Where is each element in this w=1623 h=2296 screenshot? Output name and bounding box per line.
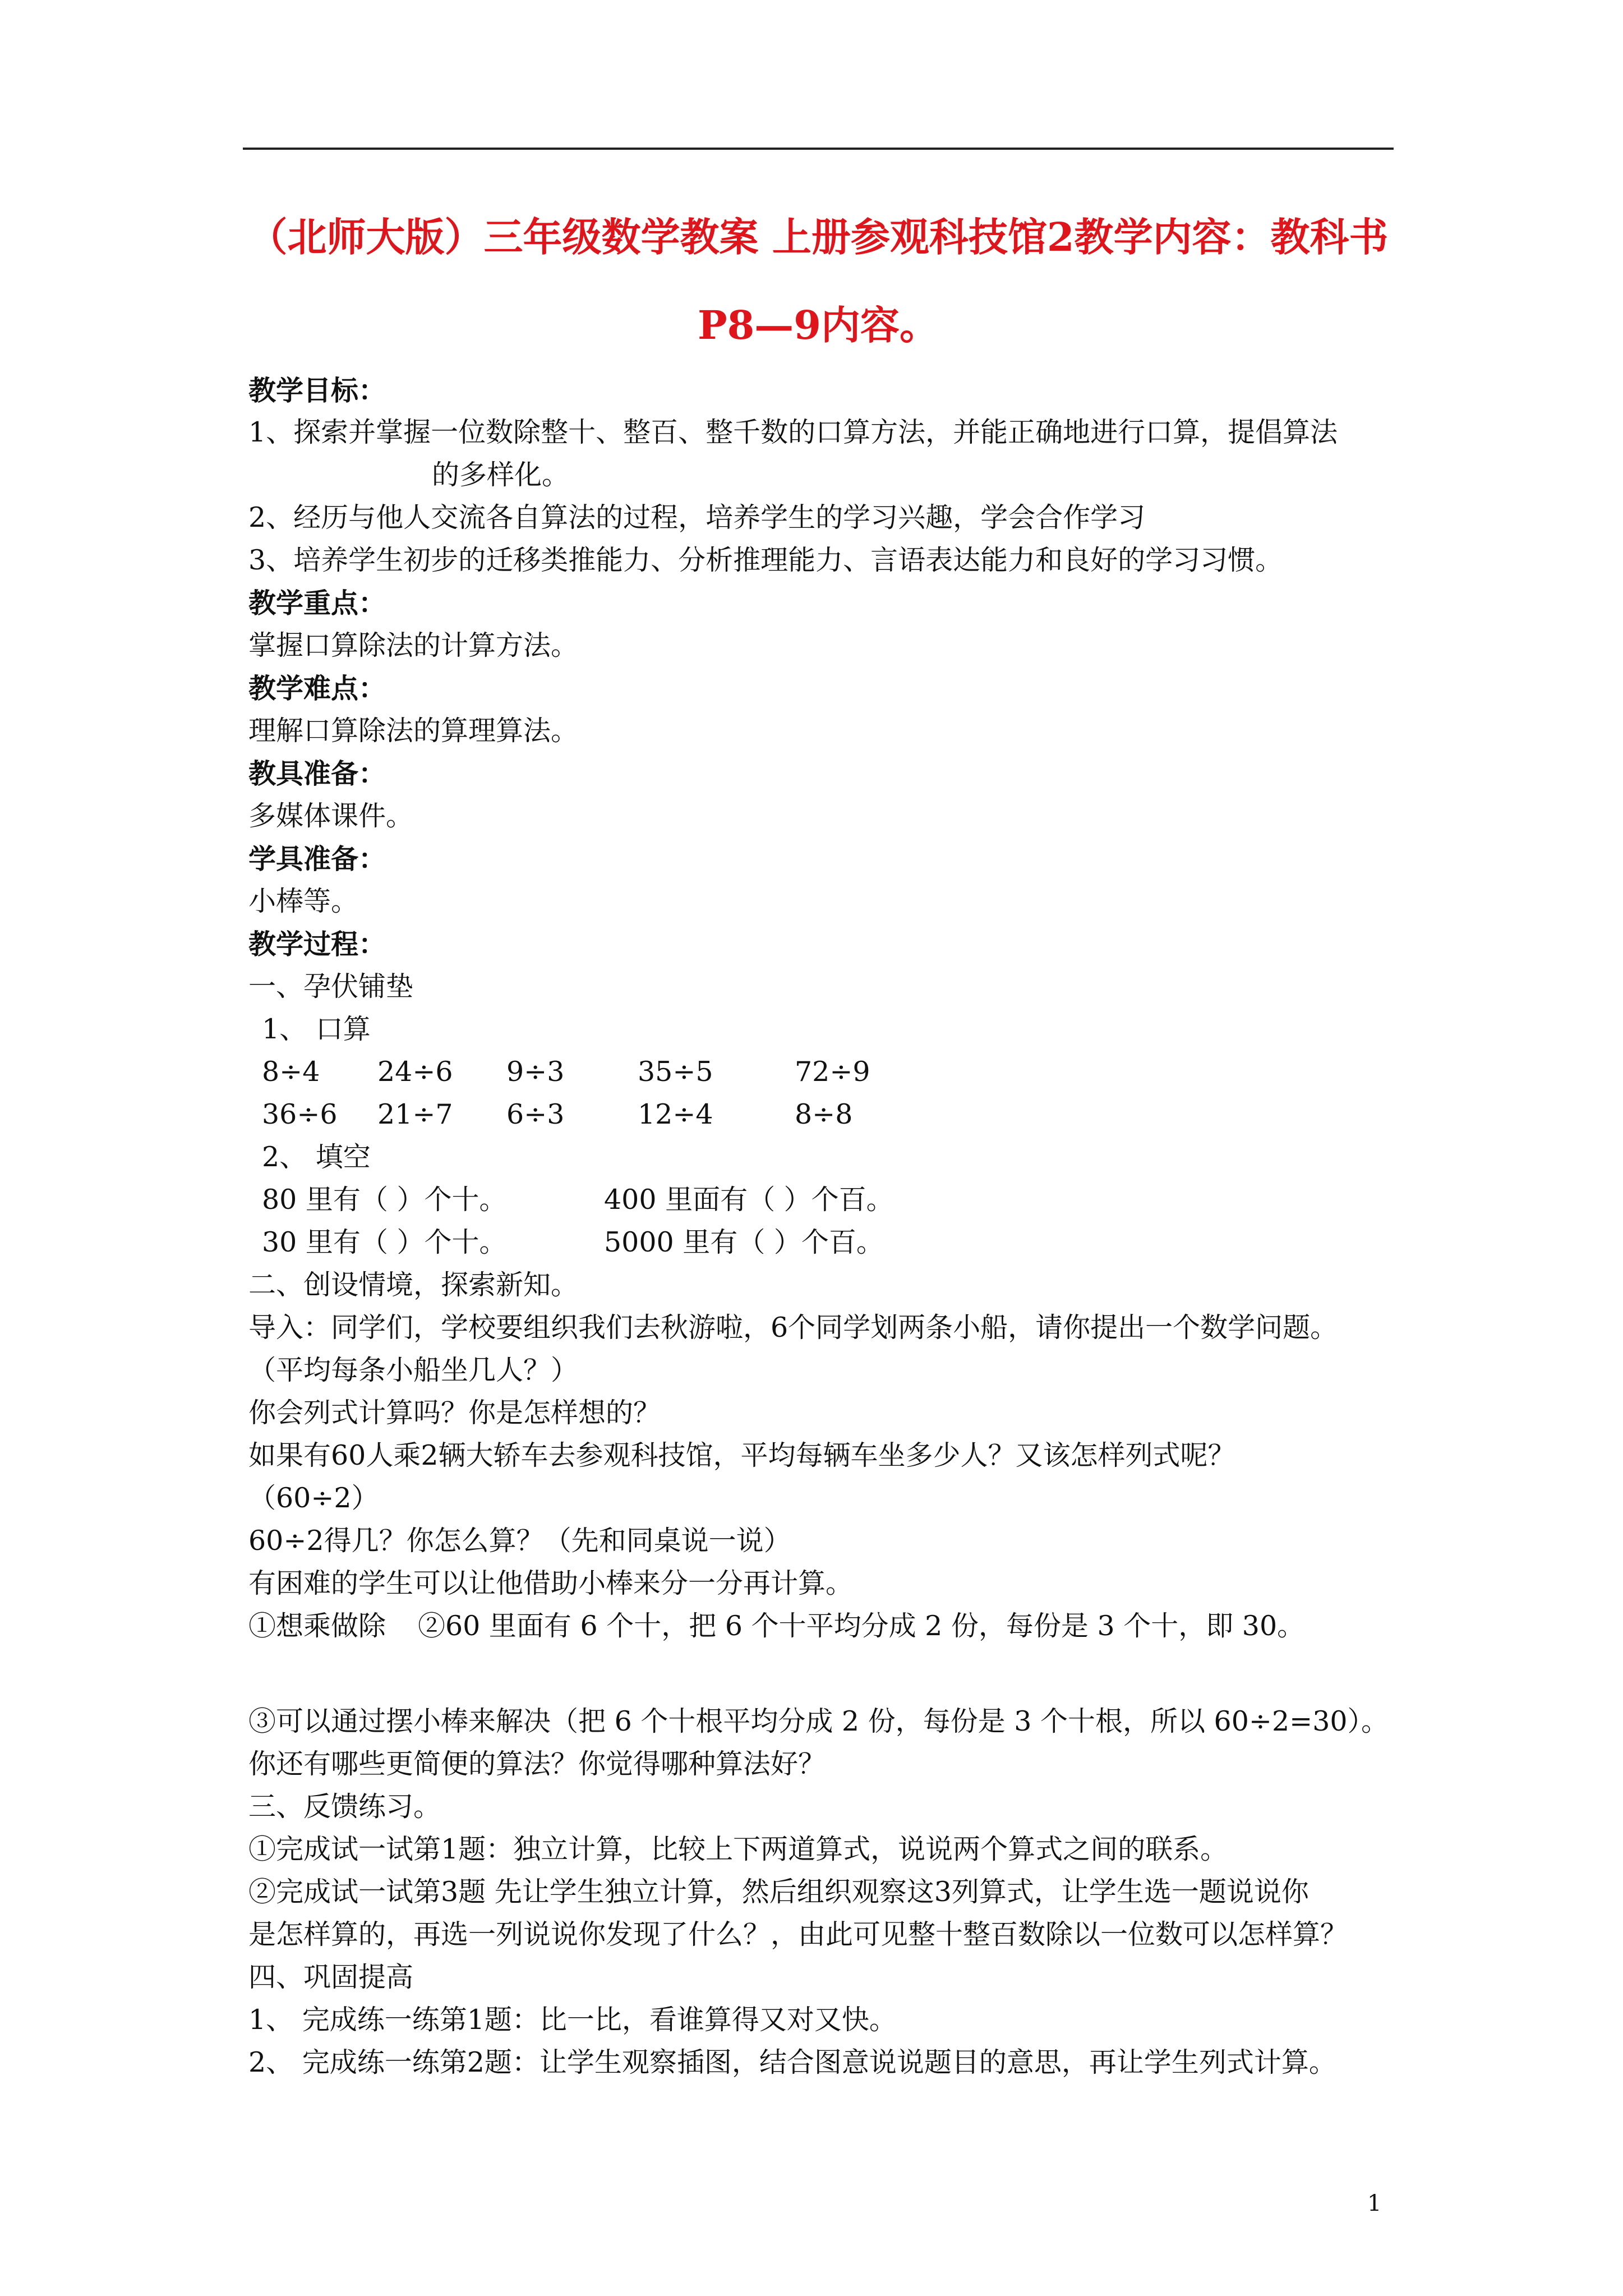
part2-line: 你会列式计算吗？你是怎样想的？ xyxy=(248,1397,661,1429)
teaching-aids-text: 多媒体课件。 xyxy=(248,800,414,832)
oral-calc-item: 36÷6 xyxy=(262,1098,338,1130)
part3-title: 三、反馈练习。 xyxy=(248,1791,441,1823)
fill-blank-row-2 xyxy=(262,1224,1159,1261)
oral-calc-item: 35÷5 xyxy=(638,1056,713,1088)
oral-calc-item: 8÷4 xyxy=(262,1056,320,1088)
header-rule xyxy=(243,148,1394,150)
oral-calc-item: 72÷9 xyxy=(795,1056,870,1088)
teaching-aids-heading: 教具准备： xyxy=(248,757,386,790)
process-heading: 教学过程： xyxy=(248,928,386,960)
part2-line: 60÷2得几？你怎么算？（先和同桌说一说） xyxy=(248,1525,791,1557)
methods-row xyxy=(248,1608,1370,1645)
part3-line: 是怎样算的，再选一列说说你发现了什么？，由此可见整十整百数除以一位数可以怎样算？ xyxy=(248,1918,1348,1950)
method-3: ③可以通过摆小棒来解决（把 6 个十根平均分成 2 份，每份是 3 个十根，所以 60÷2=30）。 xyxy=(248,1705,1389,1737)
oral-calc-item: 8÷8 xyxy=(795,1098,853,1130)
key-point-heading: 教学重点： xyxy=(248,587,386,619)
difficulty-text: 理解口算除法的算理算法。 xyxy=(248,715,579,747)
part2-title: 二、创设情境，探索新知。 xyxy=(248,1269,579,1301)
part2-line: 有困难的学生可以让他借助小棒来分一分再计算。 xyxy=(248,1567,854,1599)
part4-line: 2、 完成练一练第2题：让学生观察插图，结合图意说说题目的意思，再让学生列式计算。 xyxy=(248,2046,1336,2078)
oral-calc-row-1 xyxy=(262,1053,1159,1091)
objective-item-1: 1、探索并掌握一位数除整十、整百、整千数的口算方法，并能正确地进行口算，提倡算法 xyxy=(248,416,1338,448)
method-1: ①想乘做除 xyxy=(248,1610,386,1642)
part3-line: ①完成试一试第1题：独立计算，比较上下两道算式，说说两个算式之间的联系。 xyxy=(248,1833,1228,1865)
key-point-text: 掌握口算除法的计算方法。 xyxy=(248,629,579,661)
oral-calc-item: 21÷7 xyxy=(377,1098,453,1130)
fill-blank-item: 80 里有（ ）个十。 xyxy=(262,1184,507,1216)
oral-calc-item: 24÷6 xyxy=(377,1056,453,1088)
difficulty-heading: 教学难点： xyxy=(248,672,386,705)
part4-line: 1、 完成练一练第1题：比一比，看谁算得又对又快。 xyxy=(248,2004,897,2036)
part2-line: （平均每条小船坐几人？） xyxy=(248,1354,579,1386)
objective-item-1-continued: 的多样化。 xyxy=(432,459,570,491)
part2-question: 你还有哪些更简便的算法？你觉得哪种算法好？ xyxy=(248,1748,826,1780)
document-title-line-1: （北师大版）三年级数学教案 上册参观科技馆2教学内容：教科书 xyxy=(248,214,1389,260)
oral-calc-label: 1、 口算 xyxy=(262,1013,371,1045)
part3-line: ②完成试一试第3题 先让学生独立计算，然后组织观察这3列算式，让学生选一题说说你 xyxy=(248,1876,1309,1908)
oral-calc-item: 6÷3 xyxy=(506,1098,565,1130)
oral-calc-item: 9÷3 xyxy=(506,1056,565,1088)
part2-line: 导入：同学们，学校要组织我们去秋游啦，6个同学划两条小船，请你提出一个数学问题。 xyxy=(248,1312,1338,1343)
document-title-line-2: P8—9内容。 xyxy=(697,302,939,348)
part1-title: 一、孕伏铺垫 xyxy=(248,970,414,1002)
part2-line: （60÷2） xyxy=(248,1482,379,1514)
objective-item-2: 2、经历与他人交流各自算法的过程，培养学生的学习兴趣，学会合作学习 xyxy=(248,501,1146,533)
method-2: ②60 里面有 6 个十，把 6 个十平均分成 2 份，每份是 3 个十，即 30。 xyxy=(418,1610,1305,1642)
objective-item-3: 3、培养学生初步的迁移类推能力、分析推理能力、言语表达能力和良好的学习习惯。 xyxy=(248,544,1283,576)
page-number: 1 xyxy=(1367,2191,1382,2216)
oral-calc-item: 12÷4 xyxy=(638,1098,713,1130)
oral-calc-row-2 xyxy=(262,1096,1159,1133)
fill-blank-item: 5000 里有（ ）个百。 xyxy=(604,1226,884,1258)
fill-blank-item: 30 里有（ ）个十。 xyxy=(262,1226,507,1258)
student-aids-heading: 学具准备： xyxy=(248,843,386,875)
objectives-heading: 教学目标： xyxy=(248,374,386,407)
part2-line: 如果有60人乘2辆大轿车去参观科技馆，平均每辆车坐多少人？又该怎样列式呢？ xyxy=(248,1439,1235,1471)
student-aids-text: 小棒等。 xyxy=(248,885,359,917)
fill-blank-item: 400 里面有（ ）个百。 xyxy=(604,1184,894,1216)
part4-title: 四、巩固提高 xyxy=(248,1961,414,1993)
fill-blank-label: 2、 填空 xyxy=(262,1141,371,1173)
fill-blank-row-1 xyxy=(262,1181,1159,1218)
